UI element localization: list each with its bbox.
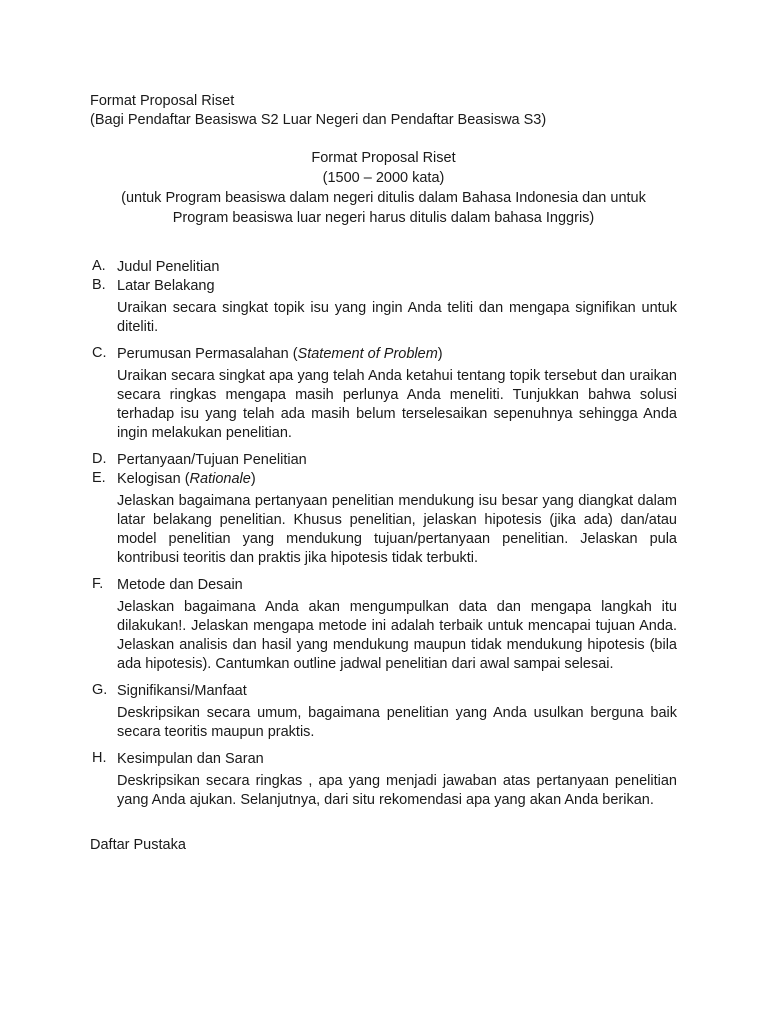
section-b	[90, 277, 677, 337]
section-letter: C.	[92, 345, 107, 361]
section-letter: E.	[92, 470, 106, 486]
section-title	[117, 470, 677, 489]
centered-title: Format Proposal Riset	[311, 150, 456, 166]
section-a	[90, 258, 677, 277]
section-description: Uraikan secara singkat topik isu yang ingin Anda teliti dan mengapa signifikan untuk diteliti.	[117, 300, 677, 335]
section-list	[90, 258, 677, 810]
section-title: Latar Belakang	[117, 278, 215, 294]
section-title-italic: Rationale	[189, 471, 251, 487]
section-letter: D.	[92, 451, 107, 467]
section-e	[90, 470, 677, 568]
document-header	[90, 92, 677, 130]
section-title-text: Perumusan Permasalahan (	[117, 346, 298, 362]
section-letter: H.	[92, 750, 107, 766]
section-description: Uraikan secara singkat apa yang telah Anda ketahui tentang topik tersebut dan uraikan secara ringkas mengapa masih perlunya Anda meneliti. Tunjukkan bahwa solusi terhadap isu yang telah ada masih belum terselesaikan sepenuhnya sehingga Anda ingin melakukan penelitian.	[117, 368, 677, 441]
section-g	[90, 682, 677, 742]
section-f	[90, 576, 677, 674]
centered-heading	[90, 148, 677, 228]
header-title: Format Proposal Riset	[90, 93, 235, 109]
section-title: Judul Penelitian	[117, 259, 220, 275]
section-description: Jelaskan bagaimana Anda akan mengumpulkan data dan mengapa langkah itu dilakukan!. Jelaskan mengapa metode ini adalah terbaik untuk mencapai tujuan Anda. Jelaskan analisis dan hasil yang mendukung maupun tidak mendukung hipotesis (bila ada hipotesis). Cantumkan outline jadwal penelitian dari awal sampai selesai.	[117, 599, 677, 672]
section-title	[117, 345, 677, 364]
bibliography-heading: Daftar Pustaka	[90, 837, 186, 853]
section-d	[90, 451, 677, 470]
section-letter: B.	[92, 277, 106, 293]
language-note: (untuk Program beasiswa dalam negeri ditulis dalam Bahasa Indonesia dan untuk Program beasiswa luar negeri harus ditulis dalam bahasa Inggris)	[121, 190, 646, 226]
section-h	[90, 750, 677, 810]
section-letter: G.	[92, 682, 108, 698]
header-subtitle: (Bagi Pendaftar Beasiswa S2 Luar Negeri dan Pendaftar Beasiswa S3)	[90, 112, 547, 128]
section-description: Deskripsikan secara ringkas , apa yang menjadi jawaban atas pertanyaan penelitian yang Anda ajukan. Selanjutnya, dari situ rekomendasi apa yang akan Anda berikan.	[117, 773, 677, 808]
section-title: Pertanyaan/Tujuan Penelitian	[117, 452, 307, 468]
section-title: Kesimpulan dan Saran	[117, 751, 264, 767]
section-title-italic: Statement of Problem	[297, 346, 438, 362]
word-count: (1500 – 2000 kata)	[322, 170, 445, 186]
section-title-text: Kelogisan (	[117, 471, 190, 487]
section-c	[90, 345, 677, 443]
section-title-end: )	[250, 471, 256, 487]
document-page	[90, 92, 677, 855]
section-title: Signifikansi/Manfaat	[117, 683, 247, 699]
section-description: Deskripsikan secara umum, bagaimana penelitian yang Anda usulkan berguna baik secara teoritis maupun praktis.	[117, 705, 677, 740]
section-title-end: )	[437, 346, 443, 362]
section-description: Jelaskan bagaimana pertanyaan penelitian mendukung isu besar yang diangkat dalam latar belakang penelitian. Khusus penelitian, jelaskan hipotesis (jika ada) dan/atau model penelitian yang mendukung tujuan/pertanyaan penelitian. Jelaskan pula kontribusi teoritis dan praktis jika hipotesis tidak terbukti.	[117, 493, 677, 566]
section-title: Metode dan Desain	[117, 577, 243, 593]
section-letter: A.	[92, 258, 106, 274]
section-letter: F.	[92, 576, 104, 592]
